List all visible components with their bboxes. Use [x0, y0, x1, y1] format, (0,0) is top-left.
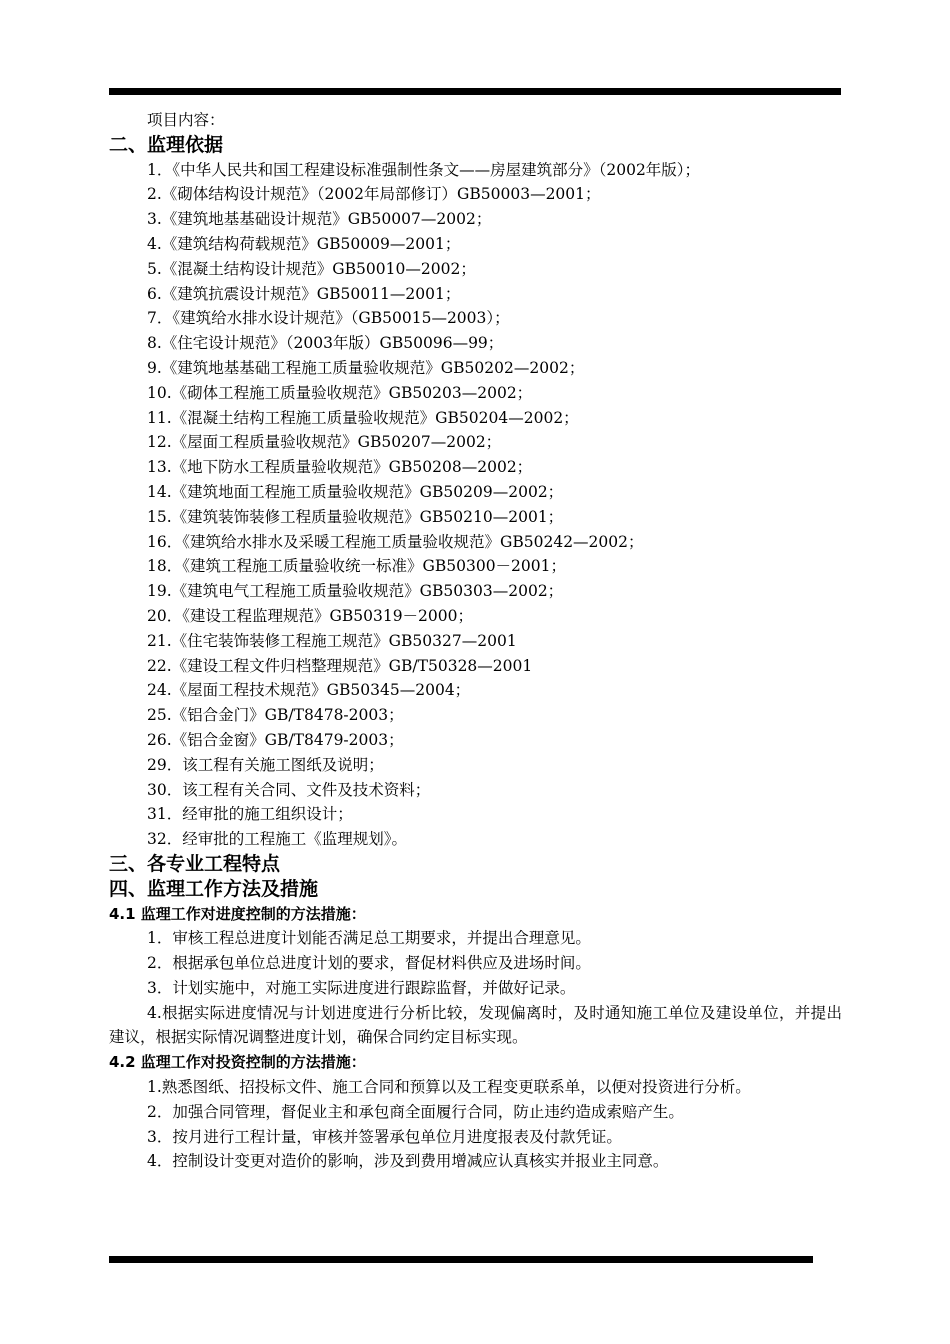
basis-item: 30．该工程有关合同、文件及技术资料；: [147, 780, 431, 799]
basis-item: 32．经审批的工程施工《监理规划》。: [147, 830, 407, 849]
section-2-heading: 二、监理依据: [109, 133, 224, 156]
basis-list: [109, 158, 844, 852]
basis-item: 12.《屋面工程质量验收规范》GB50207—2002；: [147, 433, 502, 452]
basis-item: 18．《建筑工程施工质量验收统一标准》GB50300－2001；: [147, 557, 567, 576]
basis-item: 9.《建筑地基基础工程施工质量验收规范》GB50202—2002；: [147, 358, 585, 377]
footer-rule: [109, 1256, 813, 1263]
basis-item: 22.《建设工程文件归档整理规范》GB/T50328—2001: [147, 656, 533, 675]
basis-item: 7．《建筑给水排水设计规范》（GB50015—2003）；: [147, 309, 510, 328]
subsection-4-1-heading: 4.1 监理工作对进度控制的方法措施：: [109, 904, 366, 923]
basis-item: 3.《建筑地基基础设计规范》GB50007—2002；: [147, 210, 492, 229]
investment-item: 2．加强合同管理，督促业主和承包商全面履行合同，防止违约造成索赔产生。: [147, 1102, 684, 1121]
basis-item: 5.《混凝土结构设计规范》GB50010—2002；: [147, 259, 476, 278]
basis-item: 21.《住宅装饰装修工程施工规范》GB50327—2001: [147, 631, 517, 650]
basis-item: 4.《建筑结构荷载规范》GB50009—2001；: [147, 234, 461, 253]
schedule-item: 1．审核工程总进度计划能否满足总工期要求，并提出合理意见。: [147, 929, 591, 948]
basis-item: 15.《建筑装饰装修工程质量验收规范》GB50210—2001；: [147, 507, 564, 526]
basis-item: 26.《铝合金窗》GB/T8479-2003；: [147, 730, 404, 749]
basis-item: 10.《砌体工程施工质量验收规范》GB50203—2002；: [147, 383, 533, 402]
basis-item: 14.《建筑地面工程施工质量验收规范》GB50209—2002；: [147, 482, 564, 501]
document-body: [109, 108, 844, 1174]
schedule-item: 4.根据实际进度情况与计划进度进行分析比较，发现偏离时，及时通知施工单位及建设单位，并提出建议，根据实际情况调整进度计划，确保合同约定目标实现。: [109, 1003, 842, 1047]
investment-item: 3．按月进行工程计量，审核并签署承包单位月进度报表及付款凭证。: [147, 1127, 622, 1146]
basis-item: 8.《住宅设计规范》（2003年版）GB50096—99；: [147, 334, 504, 353]
basis-item: 6.《建筑抗震设计规范》GB50011—2001；: [147, 284, 461, 303]
basis-item: 20．《建设工程监理规范》GB50319－2000；: [147, 606, 474, 625]
basis-item: 1．《中华人民共和国工程建设标准强制性条文——房屋建筑部分》（2002年版）；: [147, 160, 701, 179]
section-3-heading: 三、各专业工程特点: [109, 852, 281, 875]
basis-item: 31．经审批的施工组织设计；: [147, 805, 353, 824]
basis-item: 25.《铝合金门》GB/T8478-2003；: [147, 706, 404, 725]
basis-item: 29．该工程有关施工图纸及说明；: [147, 755, 384, 774]
basis-item: 24.《屋面工程技术规范》GB50345—2004；: [147, 681, 471, 700]
basis-item: 16．《建筑给水排水及采暖工程施工质量验收规范》GB50242—2002；: [147, 532, 644, 551]
basis-item: 2.《砌体结构设计规范》（2002年局部修订）GB50003—2001；: [147, 185, 601, 204]
schedule-item: 2．根据承包单位总进度计划的要求，督促材料供应及进场时间。: [147, 954, 591, 973]
intro-line: 项目内容：: [147, 111, 225, 129]
investment-item: 4．控制设计变更对造价的影响，涉及到费用增减应认真核实并报业主同意。: [147, 1152, 669, 1171]
basis-item: 11.《混凝土结构工程施工质量验收规范》GB50204—2002；: [147, 408, 579, 427]
investment-item: 1.熟悉图纸、招投标文件、施工合同和预算以及工程变更联系单，以便对投资进行分析。: [147, 1078, 751, 1097]
section-4-heading: 四、监理工作方法及措施: [109, 877, 319, 900]
basis-item: 13.《地下防水工程质量验收规范》GB50208—2002；: [147, 458, 533, 477]
basis-item: 19.《建筑电气工程施工质量验收规范》GB50303—2002；: [147, 582, 564, 601]
header-rule: [109, 88, 841, 95]
schedule-item: 3．计划实施中，对施工实际进度进行跟踪监督，并做好记录。: [147, 978, 576, 997]
subsection-4-2-heading: 4.2 监理工作对投资控制的方法措施：: [109, 1053, 366, 1072]
